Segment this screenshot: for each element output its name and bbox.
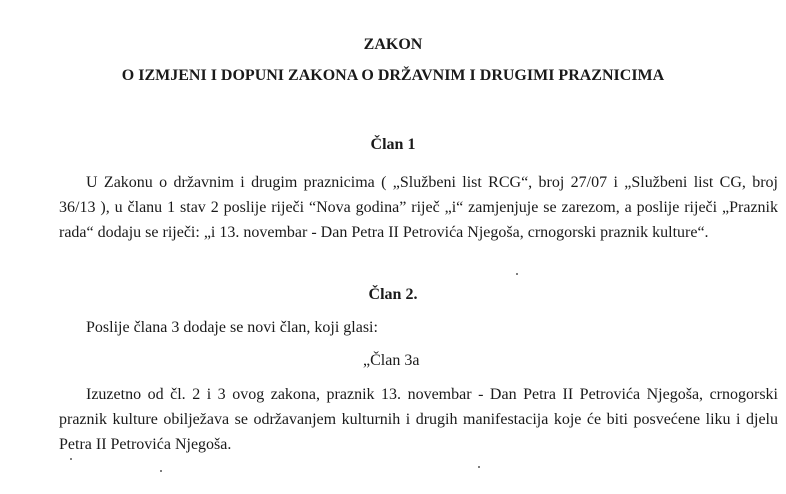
- article-2-heading: Član 2.: [368, 286, 418, 303]
- article-2-intro: Poslije člana 3 dodaje se novi član, koji glasi:: [86, 319, 378, 336]
- new-article-3a-heading: „Član 3a: [363, 352, 420, 369]
- scan-speck: [516, 273, 518, 275]
- law-title: ZAKON: [363, 36, 423, 53]
- article-3a-line-2: praznik kulture obilježava se održavanjem kulturnih i drugih manifestacija koje će biti posvećene liku i djelu: [59, 411, 778, 428]
- scan-speck: [478, 466, 480, 468]
- article-1-line-1: U Zakonu o državnim i drugim praznicima ( „Službeni list RCG“, broj 27/07 i „Službeni list CG, broj: [86, 174, 778, 191]
- article-1-heading: Član 1: [370, 136, 416, 153]
- scan-speck: [70, 458, 72, 460]
- article-3a-paragraph: [59, 382, 778, 457]
- article-1-line-3: rada“ dodaju se riječi: „i 13. novembar - Dan Petra II Petrovića Njegoša, crnogorski praznik kulture“.: [59, 224, 709, 241]
- scan-speck: [160, 470, 162, 472]
- article-3a-line-1: Izuzetno od čl. 2 i 3 ovog zakona, praznik 13. novembar - Dan Petra II Petrovića Njegoša, crnogorski: [86, 386, 778, 403]
- article-1-paragraph: [59, 170, 778, 245]
- article-3a-line-3: Petra II Petrovića Njegoša.: [59, 436, 232, 453]
- article-1-line-2: 36/13 ), u članu 1 stav 2 poslije riječi “Nova godina” riječ „i“ zamjenjuje se zarezom, a poslije riječi „Praznik: [59, 199, 778, 216]
- law-subtitle: O IZMJENI I DOPUNI ZAKONA O DRŽAVNIM I DRUGIMI PRAZNICIMA: [121, 67, 665, 84]
